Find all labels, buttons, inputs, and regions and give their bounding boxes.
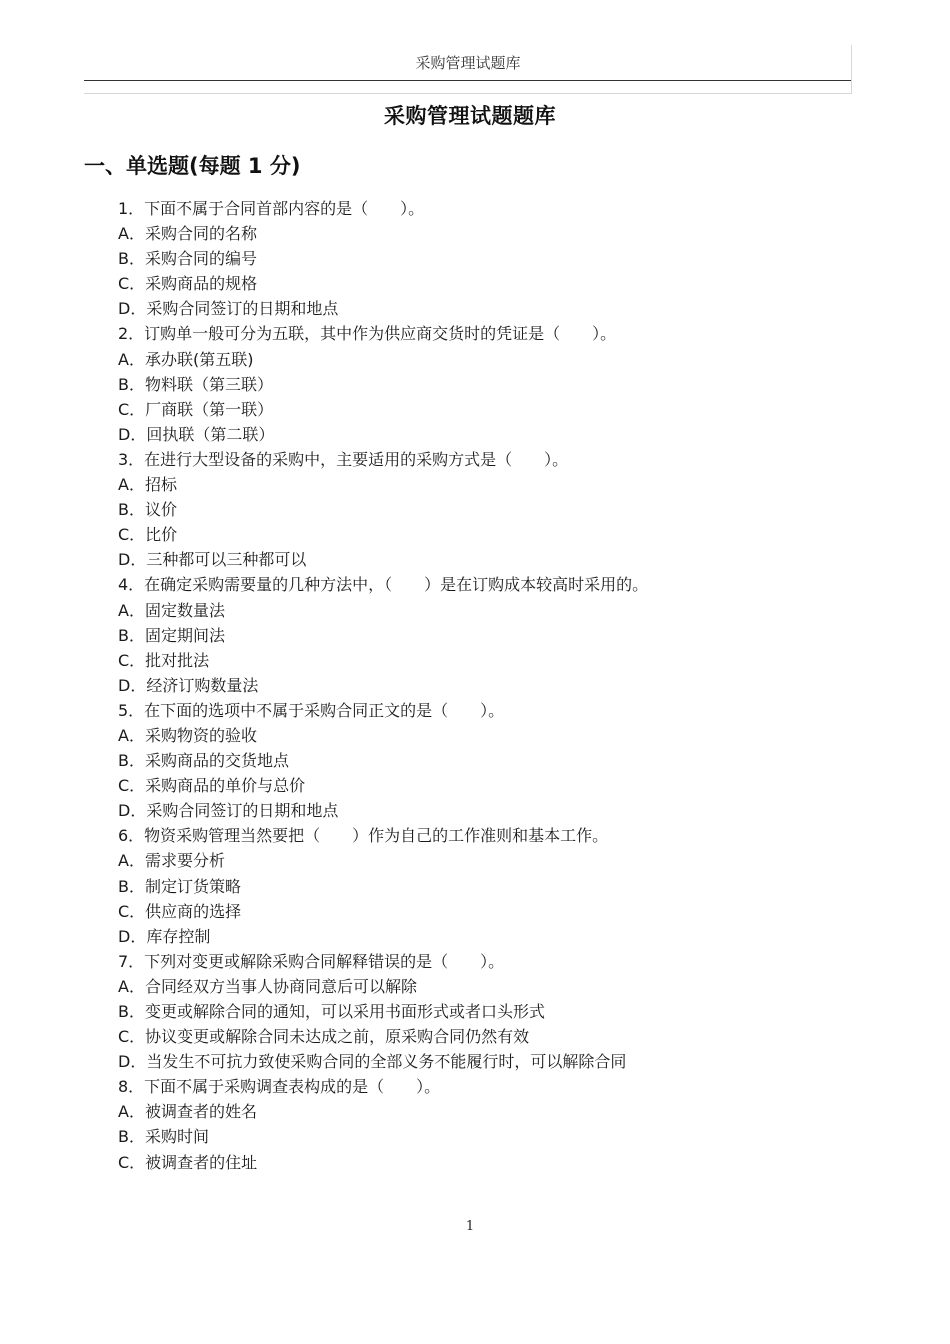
question-stem: 3．在进行大型设备的采购中，主要适用的采购方式是（ ）。 <box>118 449 569 469</box>
answer-option: B．制定订货策略 <box>118 876 241 896</box>
answer-option: B．物料联（第三联） <box>118 374 273 394</box>
header-rule <box>84 80 852 81</box>
answer-option: C．采购商品的规格 <box>118 274 258 294</box>
page-number: 1 <box>465 1219 475 1234</box>
answer-option: B．采购商品的交货地点 <box>118 751 289 771</box>
question-stem: 1．下面不属于合同首部内容的是（ ）。 <box>118 199 425 218</box>
answer-option: B．议价 <box>118 500 177 520</box>
running-header: 采购管理试题库 <box>415 54 521 72</box>
answer-option: C．批对批法 <box>118 650 210 670</box>
answer-option: A．采购物资的验收 <box>118 725 257 745</box>
answer-option: B．变更或解除合同的通知，可以采用书面形式或者口头形式 <box>118 1002 545 1021</box>
answer-option: C．被调查者的住址 <box>118 1152 258 1172</box>
question-stem: 2．订购单一般可分为五联，其中作为供应商交货时的凭证是（ ）。 <box>118 324 617 344</box>
answer-option: D．经济订购数量法 <box>118 675 259 695</box>
answer-option: B．固定期间法 <box>118 625 225 645</box>
answer-option: C．协议变更或解除合同未达成之前，原采购合同仍然有效 <box>118 1027 530 1047</box>
answer-option: B．采购时间 <box>118 1127 209 1147</box>
answer-option: A．被调查者的姓名 <box>118 1102 257 1122</box>
answer-option: A．采购合同的名称 <box>118 224 257 244</box>
answer-option: D．当发生不可抗力致使采购合同的全部义务不能履行时，可以解除合同 <box>118 1052 627 1072</box>
answer-option: D．采购合同签订的日期和地点 <box>118 299 339 319</box>
answer-option: D．回执联（第二联） <box>118 424 275 444</box>
section-heading: 一、单选题(每题 1 分) <box>84 154 301 178</box>
question-stem: 6．物资采购管理当然要把（ ）作为自己的工作准则和基本工作。 <box>118 826 609 846</box>
question-stem: 7．下列对变更或解除采购合同解释错误的是（ ）。 <box>118 951 505 971</box>
answer-option: C．比价 <box>118 525 178 545</box>
answer-option: C．厂商联（第一联） <box>118 399 274 419</box>
header-rule-secondary <box>84 93 852 94</box>
answer-option: D．采购合同签订的日期和地点 <box>118 801 339 821</box>
answer-option: B．采购合同的编号 <box>118 249 257 269</box>
answer-option: D．库存控制 <box>118 926 211 946</box>
header-rule-vertical <box>851 45 852 94</box>
answer-option: C．供应商的选择 <box>118 901 242 921</box>
question-list <box>118 196 878 1175</box>
document-title: 采购管理试题题库 <box>384 104 556 128</box>
answer-option: A．承办联(第五联) <box>118 349 254 369</box>
question-stem: 4．在确定采购需要量的几种方法中，（ ）是在订购成本较高时采用的。 <box>118 575 649 595</box>
answer-option: A．合同经双方当事人协商同意后可以解除 <box>118 976 417 996</box>
question-stem: 8．下面不属于采购调查表构成的是（ ）。 <box>118 1077 441 1097</box>
answer-option: C．采购商品的单价与总价 <box>118 776 306 796</box>
answer-option: A．需求要分析 <box>118 851 225 871</box>
question-stem: 5．在下面的选项中不属于采购合同正文的是（ ）。 <box>118 700 505 720</box>
answer-option: A．固定数量法 <box>118 600 225 620</box>
answer-option: D．三种都可以三种都可以 <box>118 550 307 570</box>
answer-option: A．招标 <box>118 475 177 495</box>
